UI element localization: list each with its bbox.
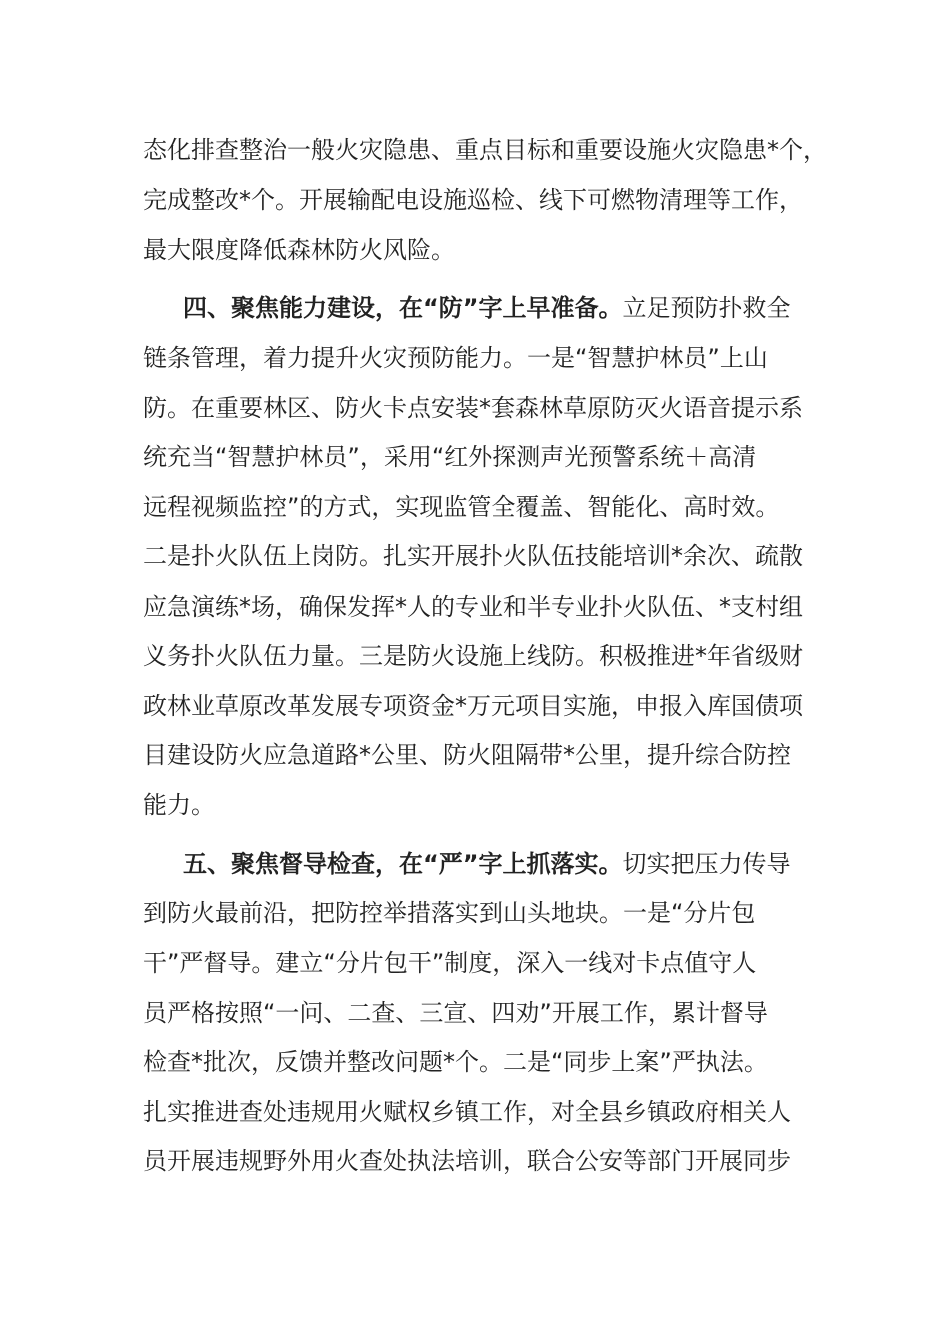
paragraph-line: 政林业草原改革发展专项资金*万元项目实施，申报入库国债项 — [143, 692, 803, 720]
paragraph-line: 扎实推进查处违规用火赋权乡镇工作，对全县乡镇政府相关人 — [143, 1098, 791, 1126]
paragraph-line: 统充当“智慧护林员”，采用“红外探测声光预警系统＋高清 — [143, 443, 757, 471]
section-4-heading: 四、聚焦能力建设，在“防”字上早准备。 — [183, 294, 623, 322]
paragraph-line: 二是扑火队伍上岗防。扎实开展扑火队伍技能培训*余次、疏散 — [143, 542, 803, 570]
paragraph-line: 能力。 — [143, 791, 215, 819]
paragraph-line: 干”严督导。建立“分片包干”制度，深入一线对卡点值守人 — [143, 949, 757, 977]
paragraph-line: 义务扑火队伍力量。三是防火设施上线防。积极推进*年省级财 — [143, 642, 803, 670]
section-5-lead: 切实把压力传导 — [622, 850, 791, 878]
paragraph-line: 检查*批次，反馈并整改问题*个。二是“同步上案”严执法。 — [143, 1048, 768, 1076]
paragraph-line: 员严格按照“一问、二查、三宣、四劝”开展工作，累计督导 — [143, 999, 768, 1027]
paragraph-line: 远程视频监控”的方式，实现监管全覆盖、智能化、高时效。 — [143, 493, 780, 521]
paragraph-line: 员开展违规野外用火查处执法培训，联合公安等部门开展同步 — [143, 1147, 791, 1175]
section-4-lead: 立足预防扑救全 — [622, 294, 791, 322]
section-5-first-line — [183, 849, 791, 879]
paragraph-line: 到防火最前沿，把防控举措落实到山头地块。一是“分片包 — [143, 899, 756, 927]
paragraph-line: 最大限度降低森林防火风险。 — [143, 236, 455, 264]
paragraph-line: 防。在重要林区、防火卡点安装*套森林草原防灭火语音提示系 — [143, 394, 803, 422]
paragraph-line: 链条管理，着力提升火灾预防能力。一是“智慧护林员”上山 — [143, 344, 768, 372]
section-4-first-line — [183, 293, 791, 323]
paragraph-line: 完成整改*个。开展输配电设施巡检、线下可燃物清理等工作， — [143, 186, 803, 214]
paragraph-line: 态化排查整治一般火灾隐患、重点目标和重要设施火灾隐患*个， — [143, 136, 827, 164]
section-5-heading: 五、聚焦督导检查，在“严”字上抓落实。 — [183, 850, 623, 878]
paragraph-line: 目建设防火应急道路*公里、防火阻隔带*公里，提升综合防控 — [143, 741, 791, 769]
paragraph-line: 应急演练*场，确保发挥*人的专业和半专业扑火队伍、*支村组 — [143, 593, 803, 621]
